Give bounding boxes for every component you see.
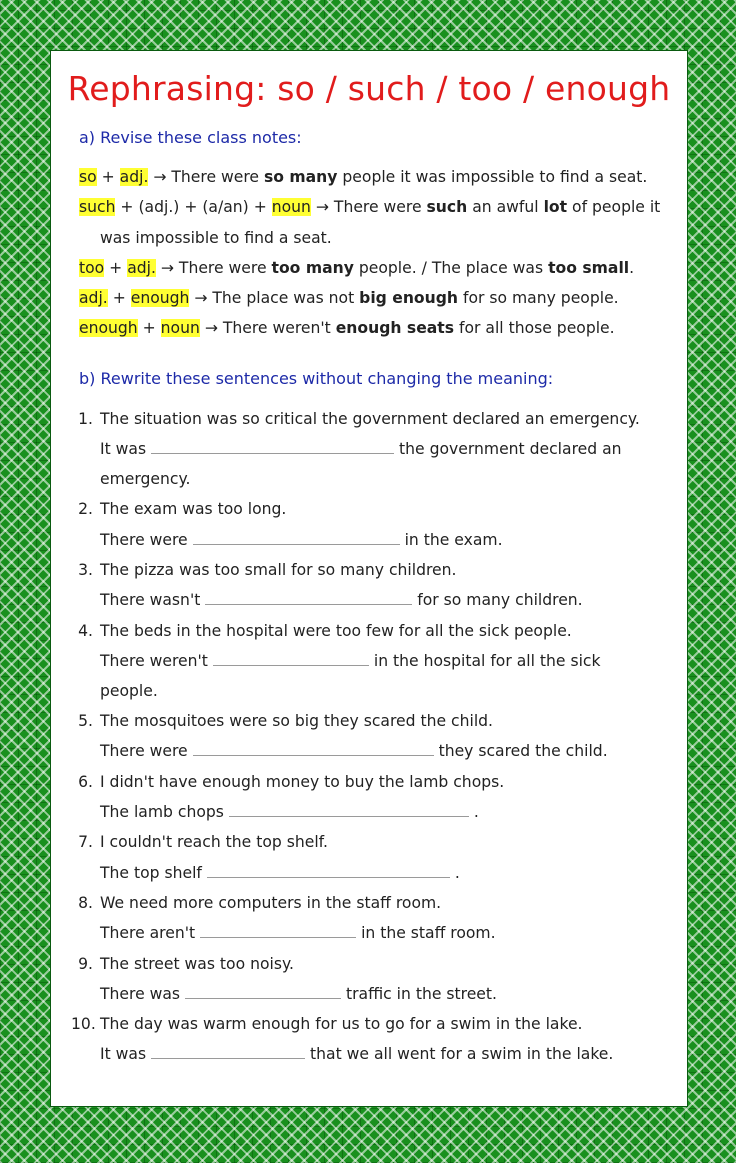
page-title: Rephrasing: so / such / too / enough <box>67 69 671 108</box>
answer-blank[interactable] <box>193 530 400 545</box>
exercise-number: 2. <box>78 500 93 518</box>
note-keyword: too <box>79 259 105 277</box>
exercise-answer-line: There wasn't for so many children. <box>100 591 583 609</box>
answer-blank[interactable] <box>185 984 341 999</box>
exercise-answer-line: It was the government declared an <box>100 440 622 458</box>
exercise-answer-line: The lamb chops . <box>100 803 479 821</box>
section-b-heading: b) Rewrite these sentences without changing the meaning: <box>79 369 554 388</box>
exercise-number: 9. <box>78 955 93 973</box>
note-keyword: noun <box>160 319 200 337</box>
exercise-answer-line: There were they scared the child. <box>100 742 608 760</box>
exercise-answer-continued: people. <box>100 682 158 700</box>
exercise-sentence: The situation was so critical the government declared an emergency. <box>100 410 640 428</box>
exercise-number: 1. <box>78 410 93 428</box>
answer-blank[interactable] <box>213 651 369 666</box>
answer-blank[interactable] <box>151 439 394 454</box>
exercise-answer-line: It was that we all went for a swim in the lake. <box>100 1045 614 1063</box>
exercise-sentence: The exam was too long. <box>100 500 287 518</box>
answer-blank[interactable] <box>207 863 450 878</box>
exercise-number: 5. <box>78 712 93 730</box>
exercise-sentence: The beds in the hospital were too few for all the sick people. <box>100 622 572 640</box>
note-adj-enough: adj. + enough → The place was not big enough for so many people. <box>79 289 619 307</box>
note-such: such + (adj.) + (a/an) + noun → There were such an awful lot of people it <box>79 198 661 216</box>
exercise-answer-line: There aren't in the staff room. <box>100 924 496 942</box>
answer-blank[interactable] <box>205 590 412 605</box>
exercise-number: 4. <box>78 622 93 640</box>
note-enough-noun: enough + noun → There weren't enough seats for all those people. <box>79 319 615 337</box>
answer-blank[interactable] <box>193 741 434 756</box>
exercise-number: 6. <box>78 773 93 791</box>
exercise-number: 8. <box>78 894 93 912</box>
exercise-sentence: I couldn't reach the top shelf. <box>100 833 328 851</box>
worksheet-page <box>50 50 688 1107</box>
note-keyword: noun <box>271 198 311 216</box>
note-keyword: such <box>79 198 116 216</box>
exercise-answer-line: There weren't in the hospital for all the sick <box>100 652 601 670</box>
exercise-answer-line: There was traffic in the street. <box>100 985 497 1003</box>
exercise-answer-line: The top shelf . <box>100 864 460 882</box>
exercise-sentence: The pizza was too small for so many children. <box>100 561 457 579</box>
exercise-sentence: I didn't have enough money to buy the lamb chops. <box>100 773 505 791</box>
answer-blank[interactable] <box>229 802 469 817</box>
section-a-heading: a) Revise these class notes: <box>79 128 302 147</box>
exercise-sentence: The mosquitoes were so big they scared the child. <box>100 712 494 730</box>
note-too: too + adj. → There were too many people. / The place was too small. <box>79 259 635 277</box>
note-keyword: enough <box>79 319 138 337</box>
note-such-continued: was impossible to find a seat. <box>100 229 332 247</box>
exercise-number: 10. <box>71 1015 96 1033</box>
note-keyword: adj. <box>79 289 108 307</box>
exercise-sentence: We need more computers in the staff room. <box>100 894 442 912</box>
exercise-answer-line: There were in the exam. <box>100 531 503 549</box>
note-keyword: adj. <box>119 168 149 186</box>
note-keyword: adj. <box>127 259 156 277</box>
note-keyword: so <box>79 168 97 186</box>
note-keyword: enough <box>130 289 190 307</box>
exercise-sentence: The street was too noisy. <box>100 955 294 973</box>
exercise-answer-continued: emergency. <box>100 470 191 488</box>
exercise-number: 3. <box>78 561 93 579</box>
exercise-number: 7. <box>78 833 93 851</box>
answer-blank[interactable] <box>200 923 356 938</box>
exercise-sentence: The day was warm enough for us to go for a swim in the lake. <box>100 1015 583 1033</box>
answer-blank[interactable] <box>151 1044 305 1059</box>
note-so: so + adj. → There were so many people it was impossible to find a seat. <box>79 168 648 186</box>
